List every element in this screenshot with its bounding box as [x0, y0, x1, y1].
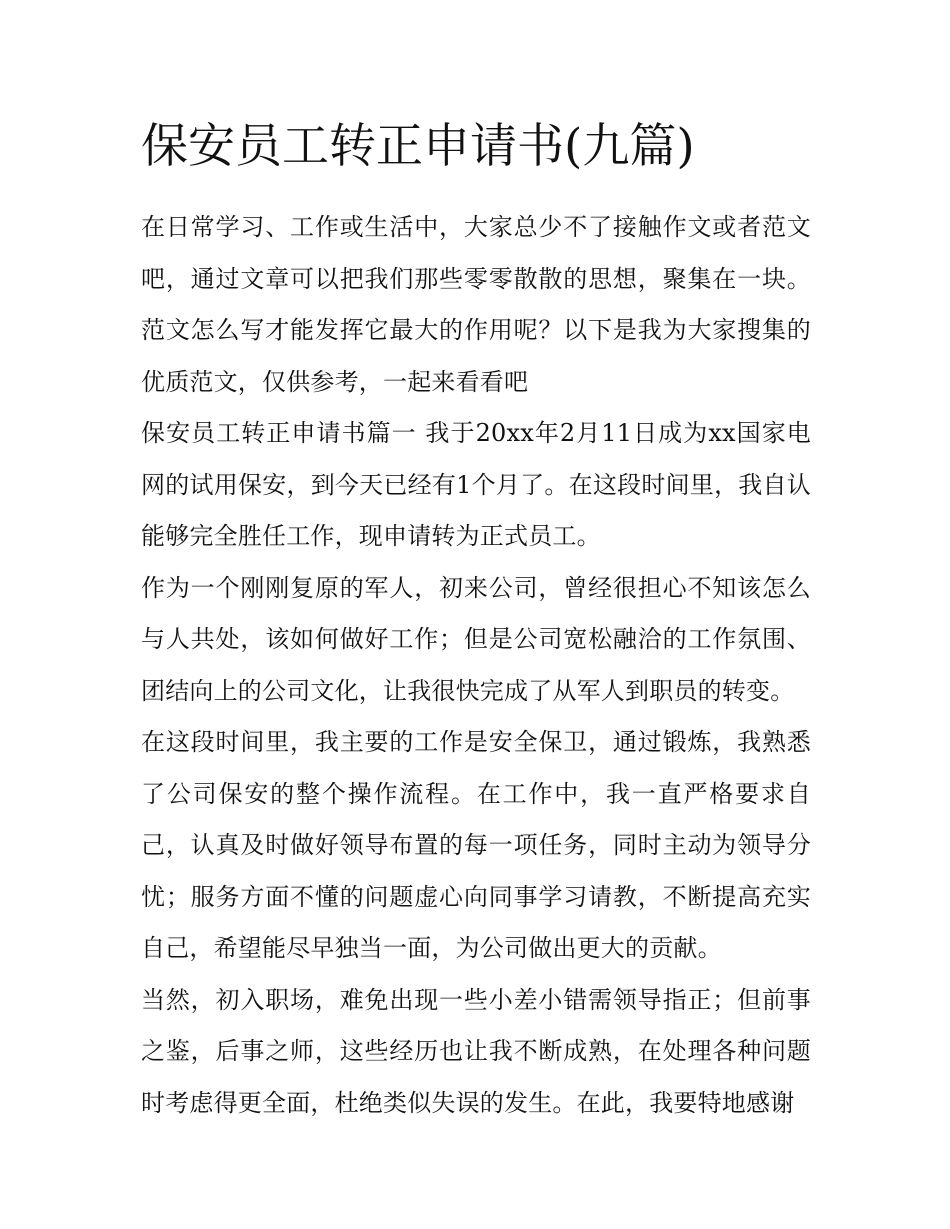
paragraph-intro: 在日常学习、工作或生活中，大家总少不了接触作文或者范文吧，通过文章可以把我们那些零零散散的思想，聚集在一块。范文怎么写才能发挥它最大的作用呢？以下是我为大家搜集的优质范文，仅供参考，一起来看看吧 [141, 213, 811, 396]
document-body [141, 116, 811, 1129]
paragraph-list [141, 202, 811, 1129]
paragraph-background: 作为一个刚刚复原的军人，初来公司，曾经很担心不知该怎么与人共处，该如何做好工作；但是公司宽松融洽的工作氛围、团结向上的公司文化，让我很快完成了从军人到职员的转变。 [141, 573, 811, 705]
paragraph-article-one: 保安员工转正申请书篇一 我于20xx年2月11日成为xx国家电网的试用保安，到今天已经有1个月了。在这段时间里，我自认能够完全胜任工作，现申请转为正式员工。 [141, 419, 811, 550]
paragraph-work-duties: 在这段时间里，我主要的工作是安全保卫，通过锻炼，我熟悉了公司保安的整个操作流程。在工作中，我一直严格要求自己，认真及时做好领导布置的每一项任务，同时主动为领导分忧；服务方面不懂的问题虚心向同事学习请教，不断提高充实自己，希望能尽早独当一面，为公司做出更大的贡献。 [141, 728, 811, 962]
paragraph-reflection: 当然，初入职场，难免出现一些小差小错需领导指正；但前事之鉴，后事之师，这些经历也让我不断成熟，在处理各种问题时考虑得更全面，杜绝类似失误的发生。在此，我要特地感谢 [141, 985, 811, 1117]
document-title: 保安员工转正申请书(九篇) [141, 119, 695, 174]
